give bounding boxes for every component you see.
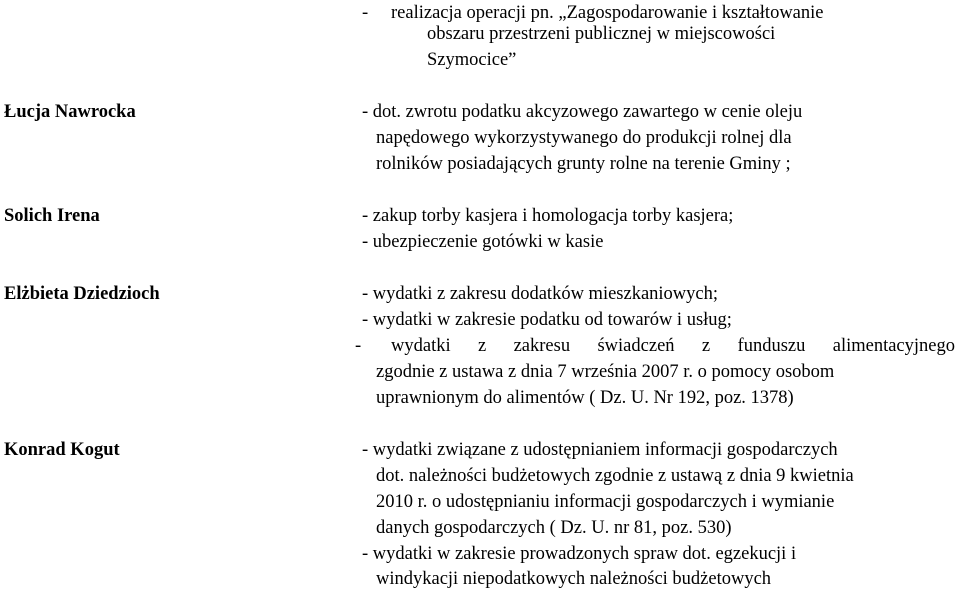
- block5-line-4: danych gospodarczych ( Dz. U. nr 81, poz. 530): [376, 518, 732, 538]
- block5-line-6: windykacji niepodatkowych należności budżetowych: [376, 569, 772, 589]
- name-solich-irena: Solich Irena: [4, 206, 100, 226]
- block5-line-5: - wydatki w zakresie prowadzonych spraw dot. egzekucji i: [362, 544, 797, 564]
- block5-line-3: 2010 r. o udostępnianiu informacji gospodarczych i wymianie: [376, 492, 835, 512]
- block2-line-1: - dot. zwrotu podatku akcyzowego zawartego w cenie oleju: [362, 102, 803, 122]
- block5-line-2: dot. należności budżetowych zgodnie z ustawą z dnia 9 kwietnia: [376, 466, 854, 486]
- block4-sub-line-1: wydatki z zakresu świadczeń z funduszu alimentacyjnego: [391, 336, 955, 356]
- block4-line-2: - wydatki w zakresie podatku od towarów i usług;: [362, 310, 732, 330]
- block5-line-1: - wydatki związane z udostępnianiem informacji gospodarczych: [362, 440, 838, 460]
- block1-line-2: obszaru przestrzeni publicznej w miejscowości: [427, 24, 776, 44]
- block3-line-2: - ubezpieczenie gotówki w kasie: [362, 232, 604, 252]
- block2-line-3: rolników posiadających grunty rolne na terenie Gminy ;: [376, 154, 791, 174]
- name-lucja-nawrocka: Łucja Nawrocka: [4, 102, 136, 122]
- name-konrad-kogut: Konrad Kogut: [4, 440, 120, 460]
- block3-line-1: - zakup torby kasjera i homologacja torby kasjera;: [362, 206, 734, 226]
- block1-line-1: realizacja operacji pn. „Zagospodarowanie i kształtowanie: [391, 3, 824, 23]
- block1-line-3: Szymocice”: [427, 50, 517, 70]
- block4-sub-line-2: zgodnie z ustawa z dnia 7 września 2007 r. o pomocy osobom: [376, 362, 835, 382]
- block1-dash: -: [362, 3, 369, 23]
- name-elzbieta-dziedzioch: Elżbieta Dziedzioch: [4, 284, 160, 304]
- block4-sub-dash: -: [355, 336, 362, 356]
- block2-line-2: napędowego wykorzystywanego do produkcji rolnej dla: [376, 128, 792, 148]
- block4-line-1: - wydatki z zakresu dodatków mieszkaniowych;: [362, 284, 719, 304]
- block4-sub-line-3: uprawnionym do alimentów ( Dz. U. Nr 192, poz. 1378): [376, 388, 794, 408]
